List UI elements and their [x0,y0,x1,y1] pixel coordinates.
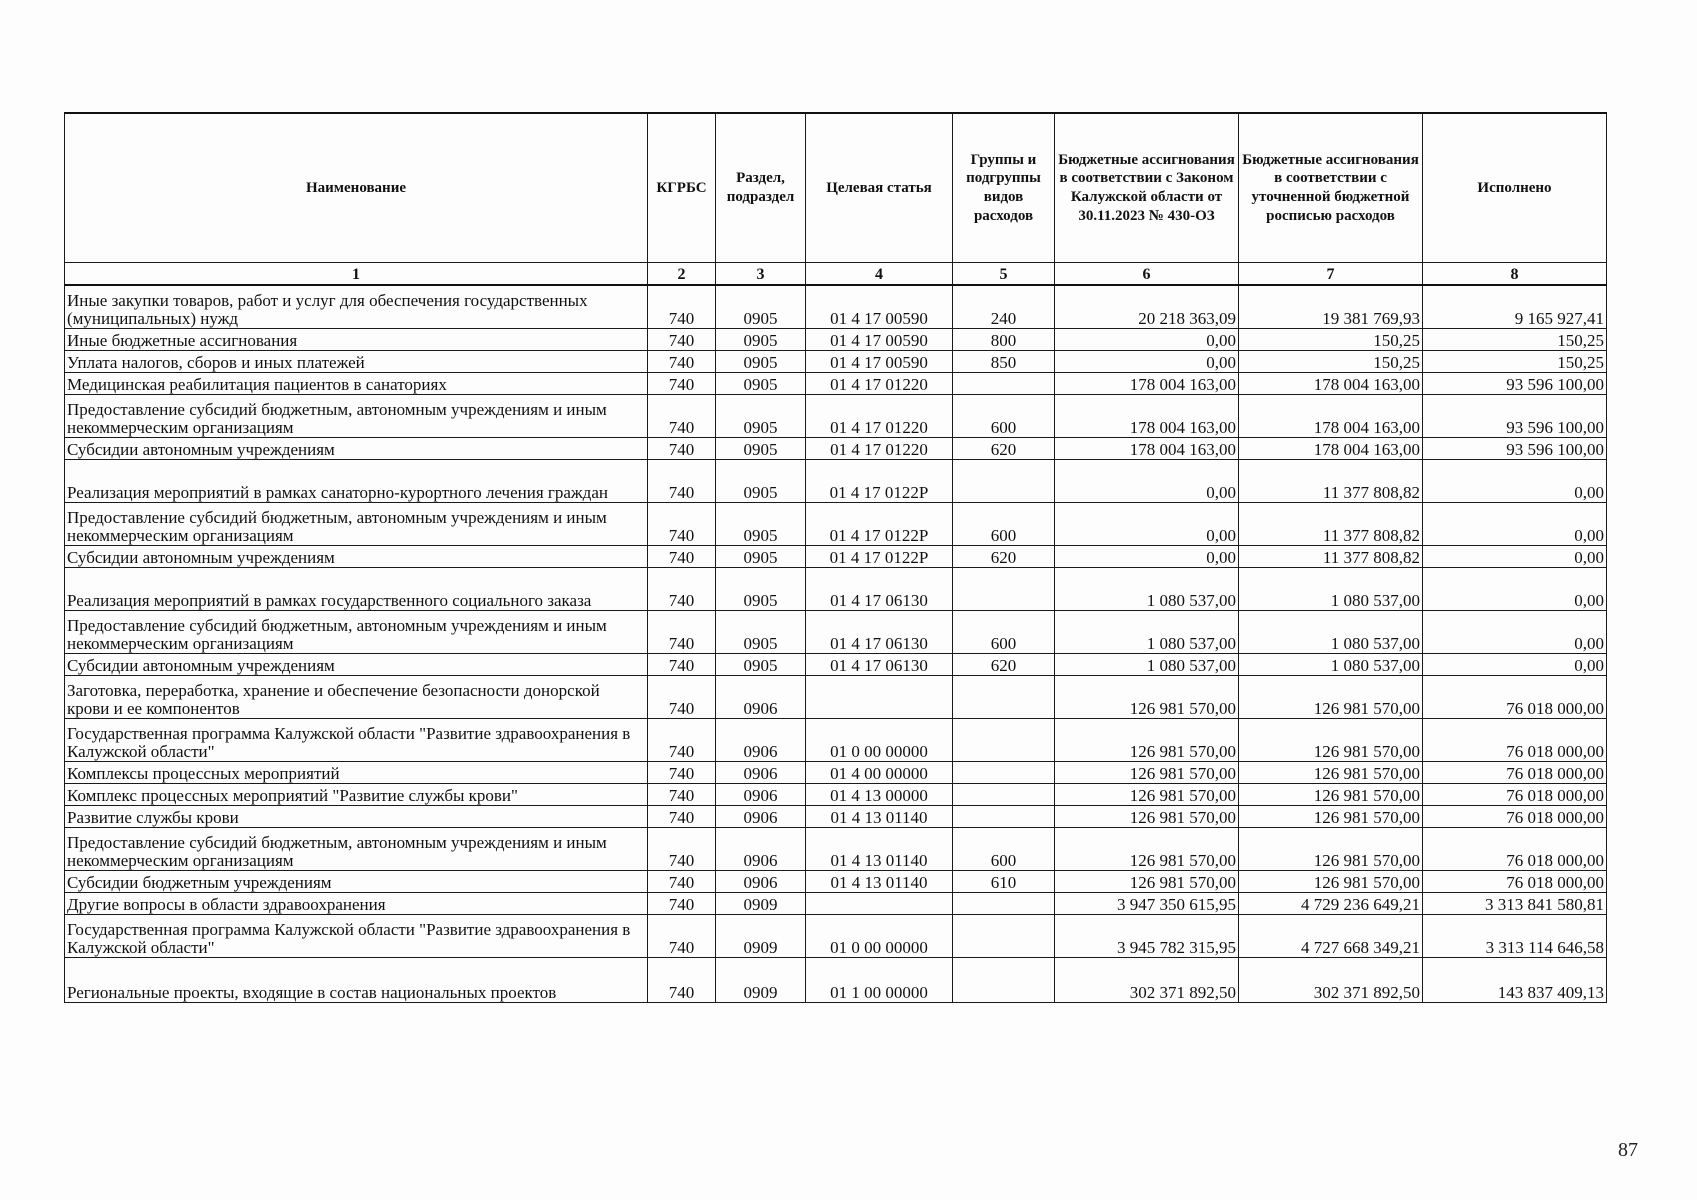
row-executed: 76 018 000,00 [1423,806,1607,828]
row-section: 0905 [716,285,806,329]
row-section: 0909 [716,915,806,958]
row-kgrbs: 740 [648,893,716,915]
row-target-article: 01 0 00 00000 [806,915,953,958]
row-executed: 0,00 [1423,654,1607,676]
row-target-article: 01 4 17 0122Р [806,546,953,568]
row-name: Субсидии автономным учреждениям [65,438,648,460]
row-executed: 9 165 927,41 [1423,285,1607,329]
row-law-allocation: 126 981 570,00 [1055,828,1239,871]
header-refined-allocations: Бюджетные ассигнования в соответствии с уточненной бюджетной росписью расходов [1239,113,1423,263]
row-executed: 76 018 000,00 [1423,784,1607,806]
row-name: Предоставление субсидий бюджетным, автономным учреждениям и иным некоммерческим организациям [65,503,648,546]
row-expense-group: 620 [953,654,1055,676]
row-target-article: 01 4 00 00000 [806,762,953,784]
row-target-article: 01 4 17 0122Р [806,503,953,546]
table-body [65,285,1607,1003]
row-law-allocation: 126 981 570,00 [1055,871,1239,893]
row-executed: 93 596 100,00 [1423,438,1607,460]
row-section: 0905 [716,395,806,438]
row-law-allocation: 1 080 537,00 [1055,654,1239,676]
row-name: Субсидии автономным учреждениям [65,654,648,676]
row-law-allocation: 20 218 363,09 [1055,285,1239,329]
table-row [65,784,1607,806]
row-target-article: 01 4 17 00590 [806,285,953,329]
row-executed: 150,25 [1423,351,1607,373]
row-refined-allocation: 126 981 570,00 [1239,784,1423,806]
row-law-allocation: 178 004 163,00 [1055,373,1239,395]
row-name: Реализация мероприятий в рамках санаторно-курортного лечения граждан [65,460,648,503]
row-section: 0906 [716,762,806,784]
row-name: Государственная программа Калужской области "Развитие здравоохранения в Калужской области" [65,915,648,958]
row-law-allocation: 0,00 [1055,503,1239,546]
row-refined-allocation: 150,25 [1239,329,1423,351]
row-name: Реализация мероприятий в рамках государственного социального заказа [65,568,648,611]
row-refined-allocation: 126 981 570,00 [1239,762,1423,784]
row-law-allocation: 0,00 [1055,546,1239,568]
row-expense-group [953,784,1055,806]
row-kgrbs: 740 [648,871,716,893]
row-kgrbs: 740 [648,285,716,329]
row-kgrbs: 740 [648,654,716,676]
table-row [65,828,1607,871]
row-target-article: 01 0 00 00000 [806,719,953,762]
column-number-row [65,263,1607,286]
row-kgrbs: 740 [648,438,716,460]
row-kgrbs: 740 [648,719,716,762]
row-name: Иные бюджетные ассигнования [65,329,648,351]
row-executed: 93 596 100,00 [1423,373,1607,395]
row-expense-group [953,676,1055,719]
header-executed: Исполнено [1423,113,1607,263]
row-kgrbs: 740 [648,611,716,654]
row-target-article: 01 4 13 01140 [806,806,953,828]
row-section: 0905 [716,351,806,373]
row-kgrbs: 740 [648,460,716,503]
row-expense-group: 620 [953,438,1055,460]
column-number: 4 [806,263,953,286]
row-name: Субсидии бюджетным учреждениям [65,871,648,893]
row-section: 0905 [716,503,806,546]
row-kgrbs: 740 [648,676,716,719]
row-refined-allocation: 178 004 163,00 [1239,395,1423,438]
row-name: Другие вопросы в области здравоохранения [65,893,648,915]
row-expense-group: 600 [953,611,1055,654]
row-section: 0905 [716,460,806,503]
row-refined-allocation: 1 080 537,00 [1239,611,1423,654]
row-section: 0906 [716,676,806,719]
row-name: Предоставление субсидий бюджетным, автономным учреждениям и иным некоммерческим организациям [65,611,648,654]
row-name: Государственная программа Калужской области "Развитие здравоохранения в Калужской области" [65,719,648,762]
row-name: Уплата налогов, сборов и иных платежей [65,351,648,373]
table-row [65,676,1607,719]
row-refined-allocation: 126 981 570,00 [1239,719,1423,762]
row-executed: 76 018 000,00 [1423,828,1607,871]
row-target-article: 01 4 13 01140 [806,828,953,871]
row-kgrbs: 740 [648,395,716,438]
table-row [65,654,1607,676]
row-section: 0906 [716,806,806,828]
row-name: Комплекс процессных мероприятий "Развитие службы крови" [65,784,648,806]
row-section: 0905 [716,329,806,351]
row-name: Региональные проекты, входящие в состав национальных проектов [65,958,648,1003]
page-number: 87 [1618,1139,1638,1161]
row-name: Комплексы процессных мероприятий [65,762,648,784]
row-target-article: 01 1 00 00000 [806,958,953,1003]
table-row [65,329,1607,351]
row-executed: 0,00 [1423,568,1607,611]
table-row [65,351,1607,373]
row-name: Развитие службы крови [65,806,648,828]
row-section: 0905 [716,568,806,611]
header-law-allocations: Бюджетные ассигнования в соответствии с Законом Калужской области от 30.11.2023 № 430-ОЗ [1055,113,1239,263]
row-law-allocation: 126 981 570,00 [1055,719,1239,762]
column-number: 5 [953,263,1055,286]
row-kgrbs: 740 [648,762,716,784]
header-target-article: Целевая статья [806,113,953,263]
row-target-article: 01 4 17 00590 [806,329,953,351]
row-kgrbs: 740 [648,568,716,611]
table-row [65,915,1607,958]
row-expense-group: 600 [953,828,1055,871]
row-section: 0905 [716,654,806,676]
row-expense-group [953,719,1055,762]
row-expense-group: 620 [953,546,1055,568]
row-target-article: 01 4 17 06130 [806,568,953,611]
row-executed: 3 313 841 580,81 [1423,893,1607,915]
table-row [65,395,1607,438]
row-refined-allocation: 4 727 668 349,21 [1239,915,1423,958]
row-section: 0905 [716,611,806,654]
row-expense-group [953,806,1055,828]
row-target-article: 01 4 17 06130 [806,611,953,654]
column-number: 3 [716,263,806,286]
row-name: Предоставление субсидий бюджетным, автономным учреждениям и иным некоммерческим организациям [65,828,648,871]
row-kgrbs: 740 [648,329,716,351]
row-kgrbs: 740 [648,351,716,373]
row-section: 0909 [716,958,806,1003]
row-refined-allocation: 11 377 808,82 [1239,546,1423,568]
row-kgrbs: 740 [648,546,716,568]
row-refined-allocation: 178 004 163,00 [1239,373,1423,395]
column-number: 8 [1423,263,1607,286]
row-kgrbs: 740 [648,958,716,1003]
row-section: 0906 [716,784,806,806]
row-target-article: 01 4 17 00590 [806,351,953,373]
table-row [65,503,1607,546]
budget-execution-table [64,112,1607,1003]
row-kgrbs: 740 [648,373,716,395]
row-name: Заготовка, переработка, хранение и обеспечение безопасности донорской крови и ее компонентов [65,676,648,719]
row-expense-group: 800 [953,329,1055,351]
row-law-allocation: 0,00 [1055,329,1239,351]
row-law-allocation: 302 371 892,50 [1055,958,1239,1003]
row-expense-group [953,893,1055,915]
column-number: 2 [648,263,716,286]
row-executed: 76 018 000,00 [1423,871,1607,893]
row-refined-allocation: 1 080 537,00 [1239,568,1423,611]
table-header [65,113,1607,285]
row-executed: 0,00 [1423,546,1607,568]
row-executed: 93 596 100,00 [1423,395,1607,438]
table-row [65,568,1607,611]
row-law-allocation: 1 080 537,00 [1055,611,1239,654]
row-target-article [806,676,953,719]
row-law-allocation: 3 947 350 615,95 [1055,893,1239,915]
row-target-article: 01 4 13 00000 [806,784,953,806]
header-name: Наименование [65,113,648,263]
row-section: 0909 [716,893,806,915]
row-refined-allocation: 302 371 892,50 [1239,958,1423,1003]
row-kgrbs: 740 [648,784,716,806]
row-name: Субсидии автономным учреждениям [65,546,648,568]
row-expense-group [953,958,1055,1003]
row-target-article: 01 4 17 01220 [806,395,953,438]
header-kgrbs: КГРБС [648,113,716,263]
row-law-allocation: 126 981 570,00 [1055,806,1239,828]
row-law-allocation: 0,00 [1055,351,1239,373]
row-expense-group [953,915,1055,958]
row-name: Медицинская реабилитация пациентов в санаториях [65,373,648,395]
row-refined-allocation: 1 080 537,00 [1239,654,1423,676]
table-row [65,806,1607,828]
row-refined-allocation: 4 729 236 649,21 [1239,893,1423,915]
row-name: Предоставление субсидий бюджетным, автономным учреждениям и иным некоммерческим организациям [65,395,648,438]
column-number: 1 [65,263,648,286]
row-law-allocation: 1 080 537,00 [1055,568,1239,611]
row-section: 0906 [716,828,806,871]
row-kgrbs: 740 [648,828,716,871]
row-section: 0906 [716,719,806,762]
row-refined-allocation: 11 377 808,82 [1239,503,1423,546]
row-executed: 0,00 [1423,503,1607,546]
row-law-allocation: 178 004 163,00 [1055,438,1239,460]
row-law-allocation: 126 981 570,00 [1055,762,1239,784]
row-law-allocation: 3 945 782 315,95 [1055,915,1239,958]
row-executed: 0,00 [1423,611,1607,654]
row-executed: 3 313 114 646,58 [1423,915,1607,958]
row-section: 0905 [716,373,806,395]
table-row [65,958,1607,1003]
row-executed: 76 018 000,00 [1423,676,1607,719]
row-refined-allocation: 19 381 769,93 [1239,285,1423,329]
table-row [65,762,1607,784]
table-row [65,719,1607,762]
row-target-article: 01 4 17 0122Р [806,460,953,503]
row-refined-allocation: 178 004 163,00 [1239,438,1423,460]
table-row [65,611,1607,654]
row-expense-group [953,568,1055,611]
row-expense-group [953,373,1055,395]
row-law-allocation: 126 981 570,00 [1055,676,1239,719]
header-row [65,113,1607,263]
row-expense-group: 610 [953,871,1055,893]
row-target-article: 01 4 13 01140 [806,871,953,893]
table-row [65,460,1607,503]
table-row [65,373,1607,395]
row-name: Иные закупки товаров, работ и услуг для обеспечения государственных (муниципальных) нужд [65,285,648,329]
row-refined-allocation: 126 981 570,00 [1239,828,1423,871]
header-section: Раздел, подраздел [716,113,806,263]
row-executed: 150,25 [1423,329,1607,351]
row-expense-group [953,460,1055,503]
row-expense-group: 600 [953,503,1055,546]
row-target-article: 01 4 17 06130 [806,654,953,676]
row-executed: 76 018 000,00 [1423,762,1607,784]
row-refined-allocation: 126 981 570,00 [1239,676,1423,719]
row-refined-allocation: 11 377 808,82 [1239,460,1423,503]
row-executed: 0,00 [1423,460,1607,503]
row-kgrbs: 740 [648,806,716,828]
row-section: 0905 [716,546,806,568]
row-target-article [806,893,953,915]
row-section: 0906 [716,871,806,893]
row-kgrbs: 740 [648,915,716,958]
row-law-allocation: 178 004 163,00 [1055,395,1239,438]
row-executed: 143 837 409,13 [1423,958,1607,1003]
row-kgrbs: 740 [648,503,716,546]
row-law-allocation: 126 981 570,00 [1055,784,1239,806]
row-section: 0905 [716,438,806,460]
column-number: 6 [1055,263,1239,286]
row-expense-group: 850 [953,351,1055,373]
table-row [65,285,1607,329]
header-expense-groups: Группы и подгруппы видов расходов [953,113,1055,263]
row-executed: 76 018 000,00 [1423,719,1607,762]
table-row [65,438,1607,460]
row-law-allocation: 0,00 [1055,460,1239,503]
row-refined-allocation: 126 981 570,00 [1239,871,1423,893]
row-refined-allocation: 126 981 570,00 [1239,806,1423,828]
table-row [65,546,1607,568]
row-expense-group: 600 [953,395,1055,438]
row-target-article: 01 4 17 01220 [806,373,953,395]
table-row [65,893,1607,915]
row-expense-group [953,762,1055,784]
row-target-article: 01 4 17 01220 [806,438,953,460]
row-refined-allocation: 150,25 [1239,351,1423,373]
table-row [65,871,1607,893]
column-number: 7 [1239,263,1423,286]
row-expense-group: 240 [953,285,1055,329]
